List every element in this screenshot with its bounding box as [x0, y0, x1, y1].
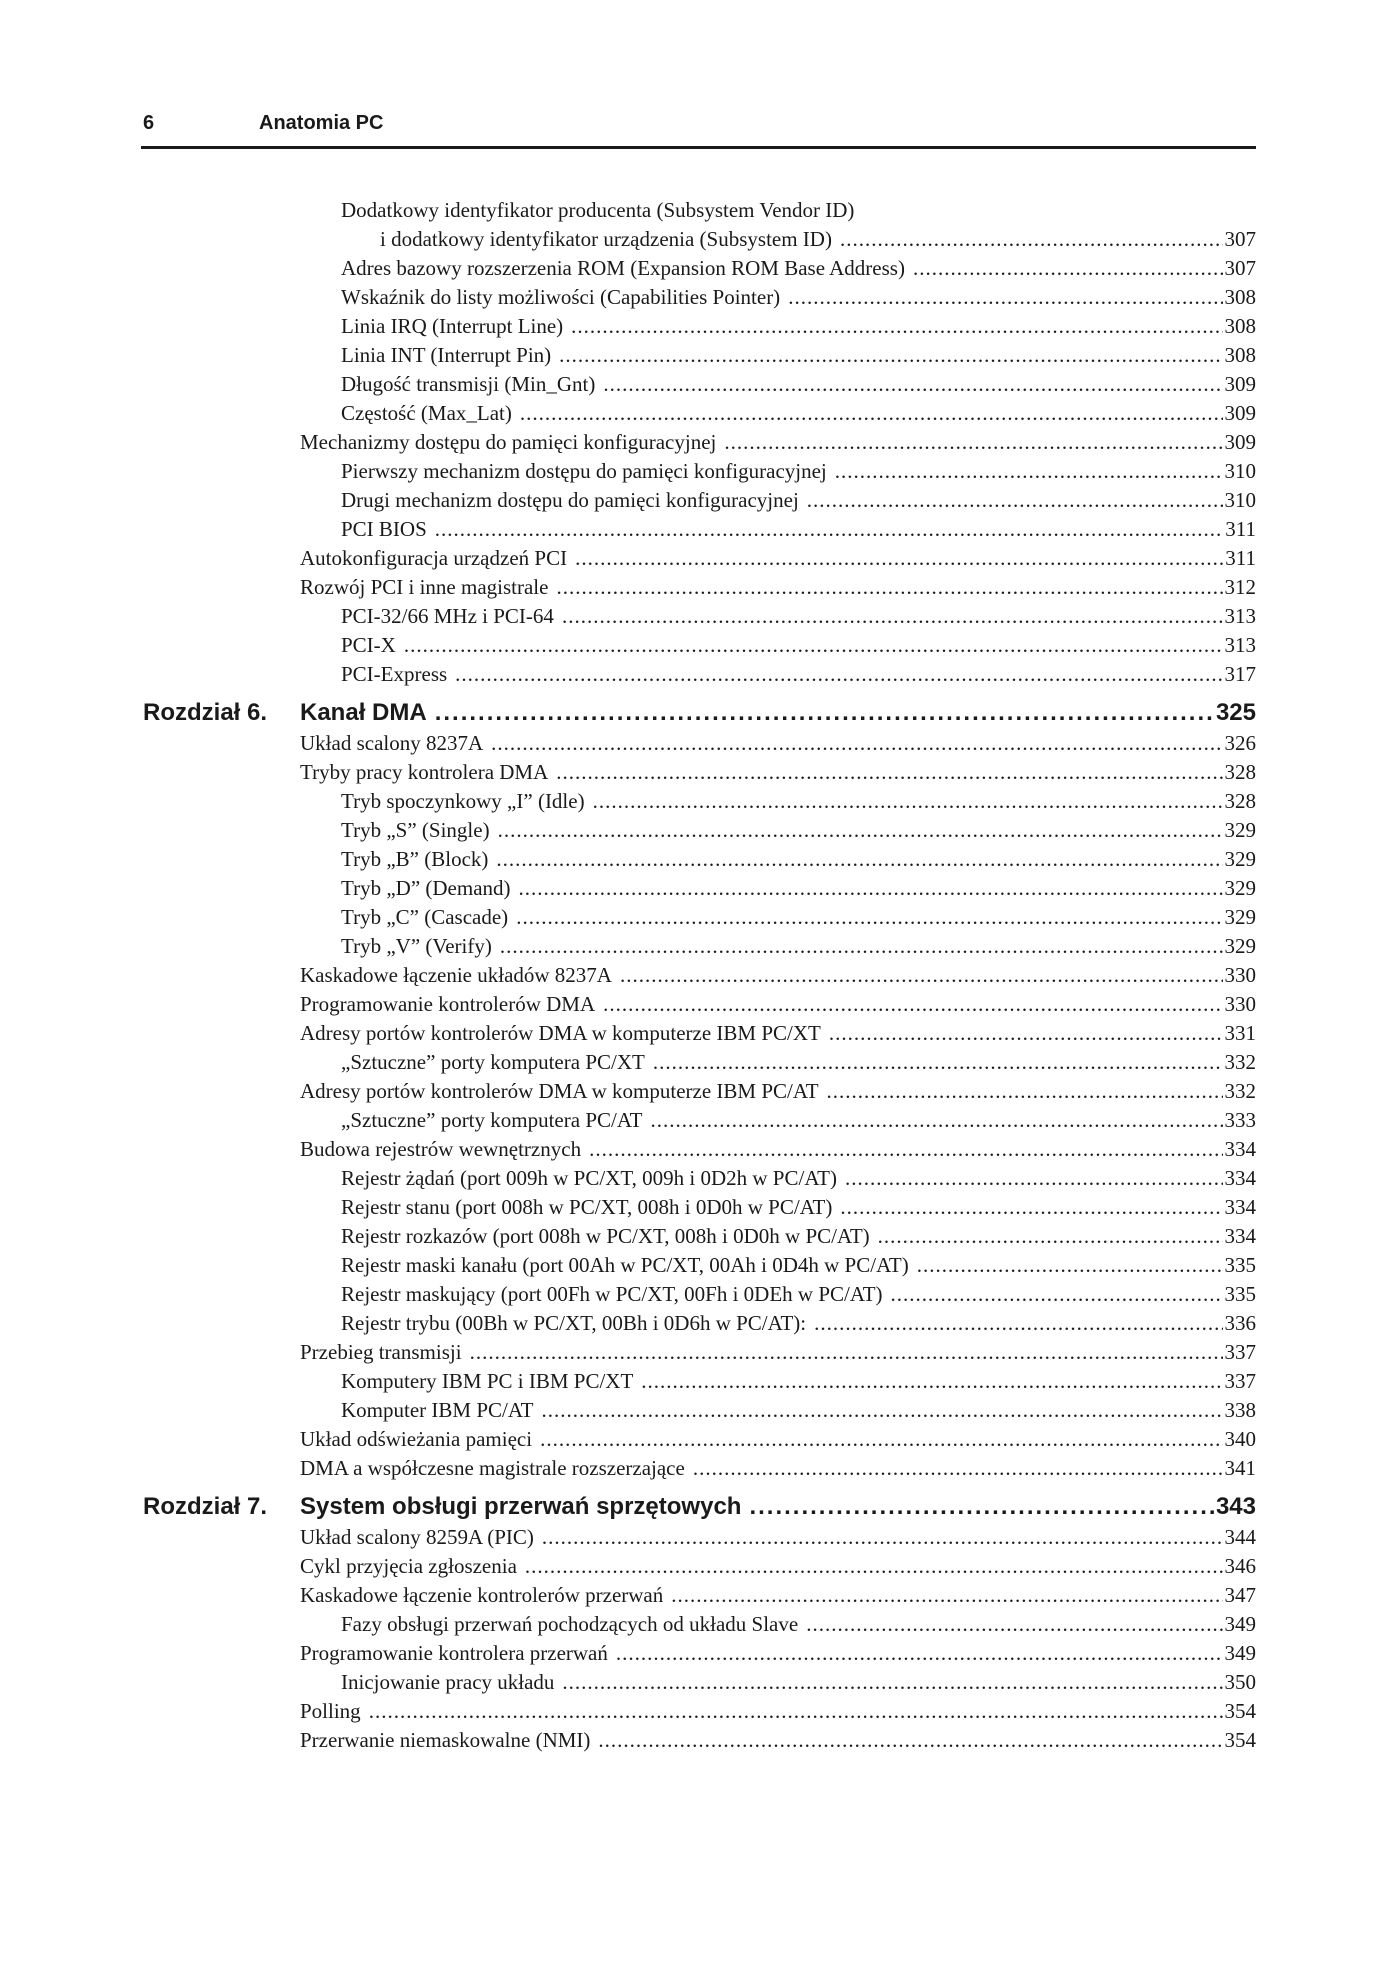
page-number: 6: [143, 112, 155, 134]
toc-page-number: 308: [1224, 314, 1256, 338]
dot-leader: [435, 515, 1223, 544]
toc-entry-title: Cykl przyjęcia zgłoszenia: [300, 1554, 517, 1578]
dot-leader: [807, 486, 1223, 515]
dot-leader: [827, 1077, 1223, 1106]
toc-entry-title: Linia INT (Interrupt Pin): [341, 343, 552, 367]
toc-page-number: 335: [1224, 1282, 1256, 1306]
toc-entry: [0, 1193, 1386, 1222]
dot-leader: [455, 660, 1222, 689]
dot-leader: [491, 729, 1222, 758]
toc-entry-title: Pierwszy mechanizm dostępu do pamięci konfiguracyjnej: [341, 459, 827, 483]
dot-leader: [671, 1581, 1222, 1610]
dot-leader: [559, 341, 1222, 370]
toc-entry-title: Rozwój PCI i inne magistrale: [300, 575, 549, 599]
toc-entry: [0, 1106, 1386, 1135]
dot-leader: [806, 1610, 1222, 1639]
toc-entry: [0, 283, 1386, 312]
dot-leader: [598, 1726, 1222, 1755]
toc-entry: [0, 1668, 1386, 1697]
toc-entry: [0, 486, 1386, 515]
toc-page-number: 309: [1224, 372, 1256, 396]
toc-entry: [0, 457, 1386, 486]
dot-leader: [540, 1425, 1222, 1454]
dot-leader: [575, 544, 1223, 573]
toc-page-number: 328: [1224, 789, 1256, 813]
toc-entry: [0, 1454, 1386, 1483]
toc-entry-title: Tryb „B” (Block): [341, 847, 489, 871]
toc-entry-title: Inicjowanie pracy układu: [341, 1670, 555, 1694]
toc-entry-title: Autokonfiguracja urządzeń PCI: [300, 546, 568, 570]
chapter-label: Rozdział 6.: [143, 699, 268, 726]
toc-page-number: 334: [1224, 1166, 1256, 1190]
toc-entry-title: „Sztuczne” porty komputera PC/XT: [341, 1050, 645, 1074]
dot-leader: [641, 1367, 1222, 1396]
dot-leader: [603, 370, 1222, 399]
toc-page-number: 340: [1224, 1427, 1256, 1451]
dot-leader: [829, 1019, 1223, 1048]
dot-leader: [525, 1552, 1223, 1581]
toc-entry-title: Rejestr trybu (00Bh w PC/XT, 00Bh i 0D6h w PC/AT):: [341, 1311, 807, 1335]
dot-leader: [653, 1048, 1223, 1077]
toc-entry: [0, 787, 1386, 816]
toc-page-number: 349: [1224, 1612, 1256, 1636]
toc-entry-title: Przebieg transmisji: [300, 1340, 462, 1364]
dot-leader: [651, 1106, 1223, 1135]
dot-leader: [571, 312, 1222, 341]
toc-page-number: 326: [1224, 731, 1256, 755]
toc-page-number: 329: [1224, 847, 1256, 871]
toc-entry-title: System obsługi przerwań sprzętowych: [300, 1493, 742, 1520]
toc-page-number: 309: [1224, 430, 1256, 454]
toc-page-number: 333: [1224, 1108, 1256, 1132]
toc-entry-title: Tryby pracy kontrolera DMA: [300, 760, 549, 784]
toc-entry-title: Przerwanie niemaskowalne (NMI): [300, 1728, 591, 1752]
toc-entry: [0, 602, 1386, 631]
toc-page-number: 329: [1224, 905, 1256, 929]
toc-page-number: 307: [1224, 256, 1256, 280]
toc-page-number: 325: [1215, 699, 1256, 726]
dot-leader: [814, 1309, 1222, 1338]
toc-page-number: 336: [1224, 1311, 1256, 1335]
toc-entry: [0, 845, 1386, 874]
toc-page-number: 309: [1224, 401, 1256, 425]
toc-entry: [0, 399, 1386, 428]
toc-entry: [0, 1077, 1386, 1106]
toc-entry-title: Rejestr rozkazów (port 008h w PC/XT, 008h i 0D0h w PC/AT): [341, 1224, 870, 1248]
toc-entry-title: Częstość (Max_Lat): [341, 401, 512, 425]
dot-leader: [369, 1697, 1223, 1726]
dot-leader: [589, 1135, 1222, 1164]
toc-page-number: 350: [1224, 1670, 1256, 1694]
toc-entry: [0, 1726, 1386, 1755]
toc-entry-title: Kaskadowe łączenie kontrolerów przerwań: [300, 1583, 664, 1607]
toc-chapter-heading: [0, 697, 1386, 729]
dot-leader: [840, 1193, 1222, 1222]
dot-leader: [562, 1668, 1222, 1697]
toc-entry: [0, 1697, 1386, 1726]
toc-page-number: 334: [1224, 1224, 1256, 1248]
toc-page-number: 312: [1224, 575, 1256, 599]
toc-entry: [0, 544, 1386, 573]
toc-entry: [0, 341, 1386, 370]
toc-entry: [0, 1019, 1386, 1048]
dot-leader: [556, 758, 1222, 787]
toc-entry: [0, 1552, 1386, 1581]
toc-entry-title: Linia IRQ (Interrupt Line): [341, 314, 564, 338]
running-header: [141, 108, 1256, 149]
toc-entry-title: Programowanie kontrolera przerwań: [300, 1641, 608, 1665]
toc-entry: [0, 1309, 1386, 1338]
toc-entry-title: Budowa rejestrów wewnętrznych: [300, 1137, 582, 1161]
toc-entry: [0, 1523, 1386, 1552]
dot-leader: [404, 631, 1223, 660]
toc-entry: [0, 1135, 1386, 1164]
dot-leader: [603, 990, 1222, 1019]
dot-leader: [519, 874, 1223, 903]
toc-page-number: 330: [1224, 963, 1256, 987]
toc-entry-title: Fazy obsługi przerwań pochodzących od układu Slave: [341, 1612, 799, 1636]
toc-entry-title: Rejestr stanu (port 008h w PC/XT, 008h i 0D0h w PC/AT): [341, 1195, 833, 1219]
toc-page-number: 334: [1224, 1195, 1256, 1219]
toc-page-number: 338: [1224, 1398, 1256, 1422]
toc-entry: [0, 515, 1386, 544]
dot-leader: [616, 1639, 1223, 1668]
dot-leader: [835, 457, 1223, 486]
toc-page-number: 344: [1224, 1525, 1256, 1549]
toc-entry-title: Komputery IBM PC i IBM PC/XT: [341, 1369, 634, 1393]
toc-entry-title: „Sztuczne” porty komputera PC/AT: [341, 1108, 643, 1132]
toc-page-number: 329: [1224, 876, 1256, 900]
toc-entry: [0, 1251, 1386, 1280]
toc-page-number: 311: [1225, 546, 1256, 570]
toc-entry-title: Kanał DMA: [300, 699, 427, 726]
toc-entry: [0, 573, 1386, 602]
toc-entry: [0, 961, 1386, 990]
toc-page-number: 329: [1224, 934, 1256, 958]
toc-entry-title: Układ odświeżania pamięci: [300, 1427, 533, 1451]
toc-entry-title: PCI BIOS: [341, 517, 427, 541]
toc-entry-title: Układ scalony 8259A (PIC): [300, 1525, 534, 1549]
dot-leader: [891, 1280, 1223, 1309]
dot-leader: [593, 787, 1223, 816]
toc-page-number: 313: [1224, 633, 1256, 657]
toc-entry-title: Adres bazowy rozszerzenia ROM (Expansion ROM Base Address): [341, 256, 905, 280]
toc-entry-title: Dodatkowy identyfikator producenta (Subsystem Vendor ID): [341, 198, 855, 222]
chapter-label: Rozdział 7.: [143, 1493, 268, 1520]
toc-page-number: 311: [1225, 517, 1256, 541]
toc-entry: [0, 660, 1386, 689]
toc-entry: [0, 1367, 1386, 1396]
toc-entry: [0, 990, 1386, 1019]
toc-page-number: 354: [1224, 1699, 1256, 1723]
dot-leader: [470, 1338, 1223, 1367]
toc-entry: [0, 196, 1386, 225]
dot-leader: [435, 697, 1214, 729]
toc-entry: [0, 816, 1386, 845]
dot-leader: [788, 283, 1222, 312]
toc-entry-title: Układ scalony 8237A: [300, 731, 484, 755]
dot-leader: [556, 573, 1222, 602]
toc-entry-title: Rejestr żądań (port 009h w PC/XT, 009h i 0D2h w PC/AT): [341, 1166, 837, 1190]
toc-entry-title: Tryb „D” (Demand): [341, 876, 511, 900]
toc-page-number: 335: [1224, 1253, 1256, 1277]
toc-entry-continuation: [0, 225, 1386, 254]
toc-entry-title: Tryb „C” (Cascade): [341, 905, 509, 929]
toc-entry-title: Tryb spoczynkowy „I” (Idle): [341, 789, 585, 813]
dot-leader: [724, 428, 1222, 457]
toc-entry: [0, 1280, 1386, 1309]
dot-leader: [542, 1523, 1223, 1552]
toc-page-number: 331: [1224, 1021, 1256, 1045]
toc-entry: [0, 1396, 1386, 1425]
toc-entry: [0, 1164, 1386, 1193]
toc-page-number: 307: [1224, 227, 1256, 251]
toc-page-number: 346: [1224, 1554, 1256, 1578]
toc-entry-title: Mechanizmy dostępu do pamięci konfiguracyjnej: [300, 430, 717, 454]
dot-leader: [620, 961, 1223, 990]
dot-leader: [845, 1164, 1223, 1193]
toc-page-number: 308: [1224, 343, 1256, 367]
toc-page-number: 332: [1224, 1050, 1256, 1074]
toc-page-number: 343: [1215, 1493, 1256, 1520]
toc-entry-title: PCI-X: [341, 633, 396, 657]
toc-entry-title: Długość transmisji (Min_Gnt): [341, 372, 596, 396]
toc-entry: [0, 932, 1386, 961]
toc-page-number: 337: [1224, 1340, 1256, 1364]
toc-page-number: 332: [1224, 1079, 1256, 1103]
toc-page-number: 334: [1224, 1137, 1256, 1161]
dot-leader: [693, 1454, 1223, 1483]
dot-leader: [562, 602, 1223, 631]
toc-entry: [0, 1610, 1386, 1639]
toc-entry: [0, 254, 1386, 283]
dot-leader: [917, 1251, 1223, 1280]
dot-leader: [542, 1396, 1223, 1425]
toc-entry-title: Rejestr maski kanału (port 00Ah w PC/XT, 00Ah i 0D4h w PC/AT): [341, 1253, 909, 1277]
toc-entry-title: PCI-Express: [341, 662, 448, 686]
toc-page-number: 317: [1224, 662, 1256, 686]
toc-entry-title: Tryb „S” (Single): [341, 818, 490, 842]
toc-entry: [0, 729, 1386, 758]
toc-entry-title: Programowanie kontrolerów DMA: [300, 992, 596, 1016]
dot-leader: [840, 225, 1223, 254]
toc-entry: [0, 1425, 1386, 1454]
toc-entry: [0, 1048, 1386, 1077]
toc-entry: [0, 1581, 1386, 1610]
toc-entry-title: DMA a współczesne magistrale rozszerzające: [300, 1456, 685, 1480]
dot-leader: [878, 1222, 1223, 1251]
dot-leader: [749, 1491, 1214, 1523]
toc-entry-title: Rejestr maskujący (port 00Fh w PC/XT, 00Fh i 0DEh w PC/AT): [341, 1282, 883, 1306]
toc-page-number: 354: [1224, 1728, 1256, 1752]
toc-page-number: 313: [1224, 604, 1256, 628]
toc-page-number: 347: [1224, 1583, 1256, 1607]
toc-entry: [0, 758, 1386, 787]
toc-entry: [0, 370, 1386, 399]
toc-entry-title: Adresy portów kontrolerów DMA w komputerze IBM PC/AT: [300, 1079, 819, 1103]
toc-entry: [0, 1639, 1386, 1668]
toc-entry: [0, 903, 1386, 932]
toc-page-number: 337: [1224, 1369, 1256, 1393]
toc-entry-title: Adresy portów kontrolerów DMA w komputerze IBM PC/XT: [300, 1021, 821, 1045]
toc-page-number: 329: [1224, 818, 1256, 842]
dot-leader: [500, 932, 1223, 961]
toc-page-number: 349: [1224, 1641, 1256, 1665]
toc-entry: [0, 631, 1386, 660]
toc-entry: [0, 1338, 1386, 1367]
dot-leader: [496, 845, 1222, 874]
toc-page-number: 330: [1224, 992, 1256, 1016]
dot-leader: [520, 399, 1223, 428]
toc-entry-title: i dodatkowy identyfikator urządzenia (Subsystem ID): [380, 227, 832, 251]
toc-page-number: 308: [1224, 285, 1256, 309]
table-of-contents: [0, 196, 1386, 1755]
book-title: Anatomia PC: [259, 112, 384, 134]
dot-leader: [498, 816, 1223, 845]
toc-entry-title: Komputer IBM PC/AT: [341, 1398, 534, 1422]
toc-entry: [0, 1222, 1386, 1251]
toc-entry-title: PCI-32/66 MHz i PCI-64: [341, 604, 554, 628]
dot-leader: [516, 903, 1222, 932]
toc-entry-title: Kaskadowe łączenie układów 8237A: [300, 963, 612, 987]
toc-entry: [0, 428, 1386, 457]
toc-entry: [0, 874, 1386, 903]
toc-page-number: 341: [1224, 1456, 1256, 1480]
toc-entry-title: Drugi mechanizm dostępu do pamięci konfiguracyjnej: [341, 488, 799, 512]
dot-leader: [913, 254, 1223, 283]
toc-chapter-heading: [0, 1491, 1386, 1523]
toc-entry: [0, 312, 1386, 341]
toc-page-number: 310: [1224, 488, 1256, 512]
toc-entry-title: Polling: [300, 1699, 361, 1723]
toc-entry-title: Tryb „V” (Verify): [341, 934, 492, 958]
toc-page-number: 328: [1224, 760, 1256, 784]
toc-entry-title: Wskaźnik do listy możliwości (Capabilities Pointer): [341, 285, 781, 309]
toc-page-number: 310: [1224, 459, 1256, 483]
